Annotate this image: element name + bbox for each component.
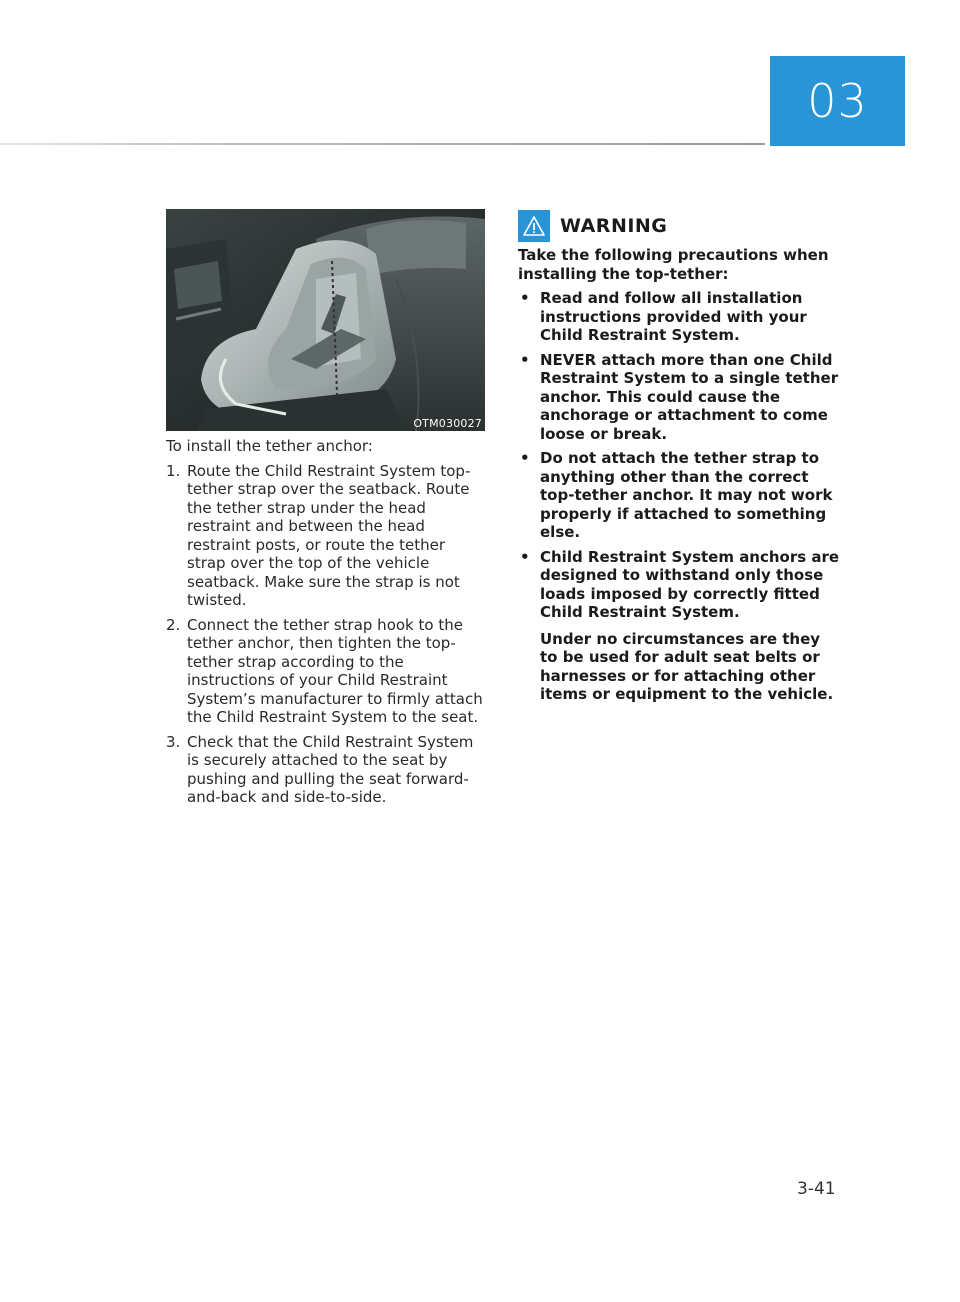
page-number: 3-41: [797, 1179, 836, 1199]
bullet-icon: •: [520, 289, 530, 307]
step-text: Route the Child Restraint System top-tether strap over the seatback. Route the tether strap under the head restraint and between the head restraint posts, or route the tether strap over the top of the vehicle seatback. Make sure the strap is not twisted.: [187, 461, 471, 609]
step-text: Connect the tether strap hook to the tether anchor, then tighten the top-tether strap according to the instructions of your Child Restraint System’s manufacturer to firmly attach the Child Restraint System to the seat.: [187, 615, 483, 726]
warning-list: [518, 289, 840, 704]
step-number: 3.: [166, 732, 181, 751]
instructions-intro: To install the tether anchor:: [166, 437, 373, 455]
step-item: [166, 616, 484, 727]
instructions-column: [166, 437, 484, 813]
step-item: [166, 462, 484, 610]
warning-text: Do not attach the tether strap to anything other than the correct top-tether anchor. It may not work properly if attached to something else.: [540, 449, 833, 541]
header-divider: [0, 143, 765, 145]
warning-item: [518, 449, 840, 542]
step-number: 2.: [166, 615, 181, 634]
child-seat-illustration: [166, 209, 485, 431]
chapter-tab: [770, 56, 905, 146]
warning-text: NEVER attach more than one Child Restraint System to a single tether anchor. This could cause the anchorage or attachment to come loose or break.: [540, 350, 839, 443]
child-seat-drawing: [166, 209, 485, 431]
step-number: 1.: [166, 461, 181, 480]
steps-list: [166, 462, 484, 807]
bullet-icon: •: [520, 547, 530, 566]
warning-header: [518, 210, 840, 242]
step-item: [166, 733, 484, 807]
bullet-icon: •: [520, 350, 530, 369]
warning-title: WARNING: [560, 214, 668, 237]
warning-column: [518, 210, 840, 710]
warning-extra-text: Under no circumstances are they to be used for adult seat belts or harnesses or for attaching other items or equipment to the vehicle.: [540, 629, 834, 703]
figure-code: OTM030027: [413, 417, 482, 430]
warning-item: [518, 289, 840, 345]
bullet-icon: •: [520, 449, 530, 467]
warning-item: [518, 351, 840, 444]
warning-text: Child Restraint System anchors are designed to withstand only those loads imposed by correctly fitted Child Restraint System.: [540, 547, 840, 621]
warning-triangle-icon: [518, 210, 550, 242]
warning-text: Read and follow all installation instructions provided with your Child Restraint System.: [540, 289, 807, 344]
step-text: Check that the Child Restraint System is securely attached to the seat by pushing and pulling the seat forward-and-back and side-to-side.: [187, 732, 474, 806]
chapter-number: 03: [807, 74, 868, 128]
warning-item: [518, 548, 840, 704]
warning-intro: Take the following precautions when installing the top-tether:: [518, 246, 829, 283]
